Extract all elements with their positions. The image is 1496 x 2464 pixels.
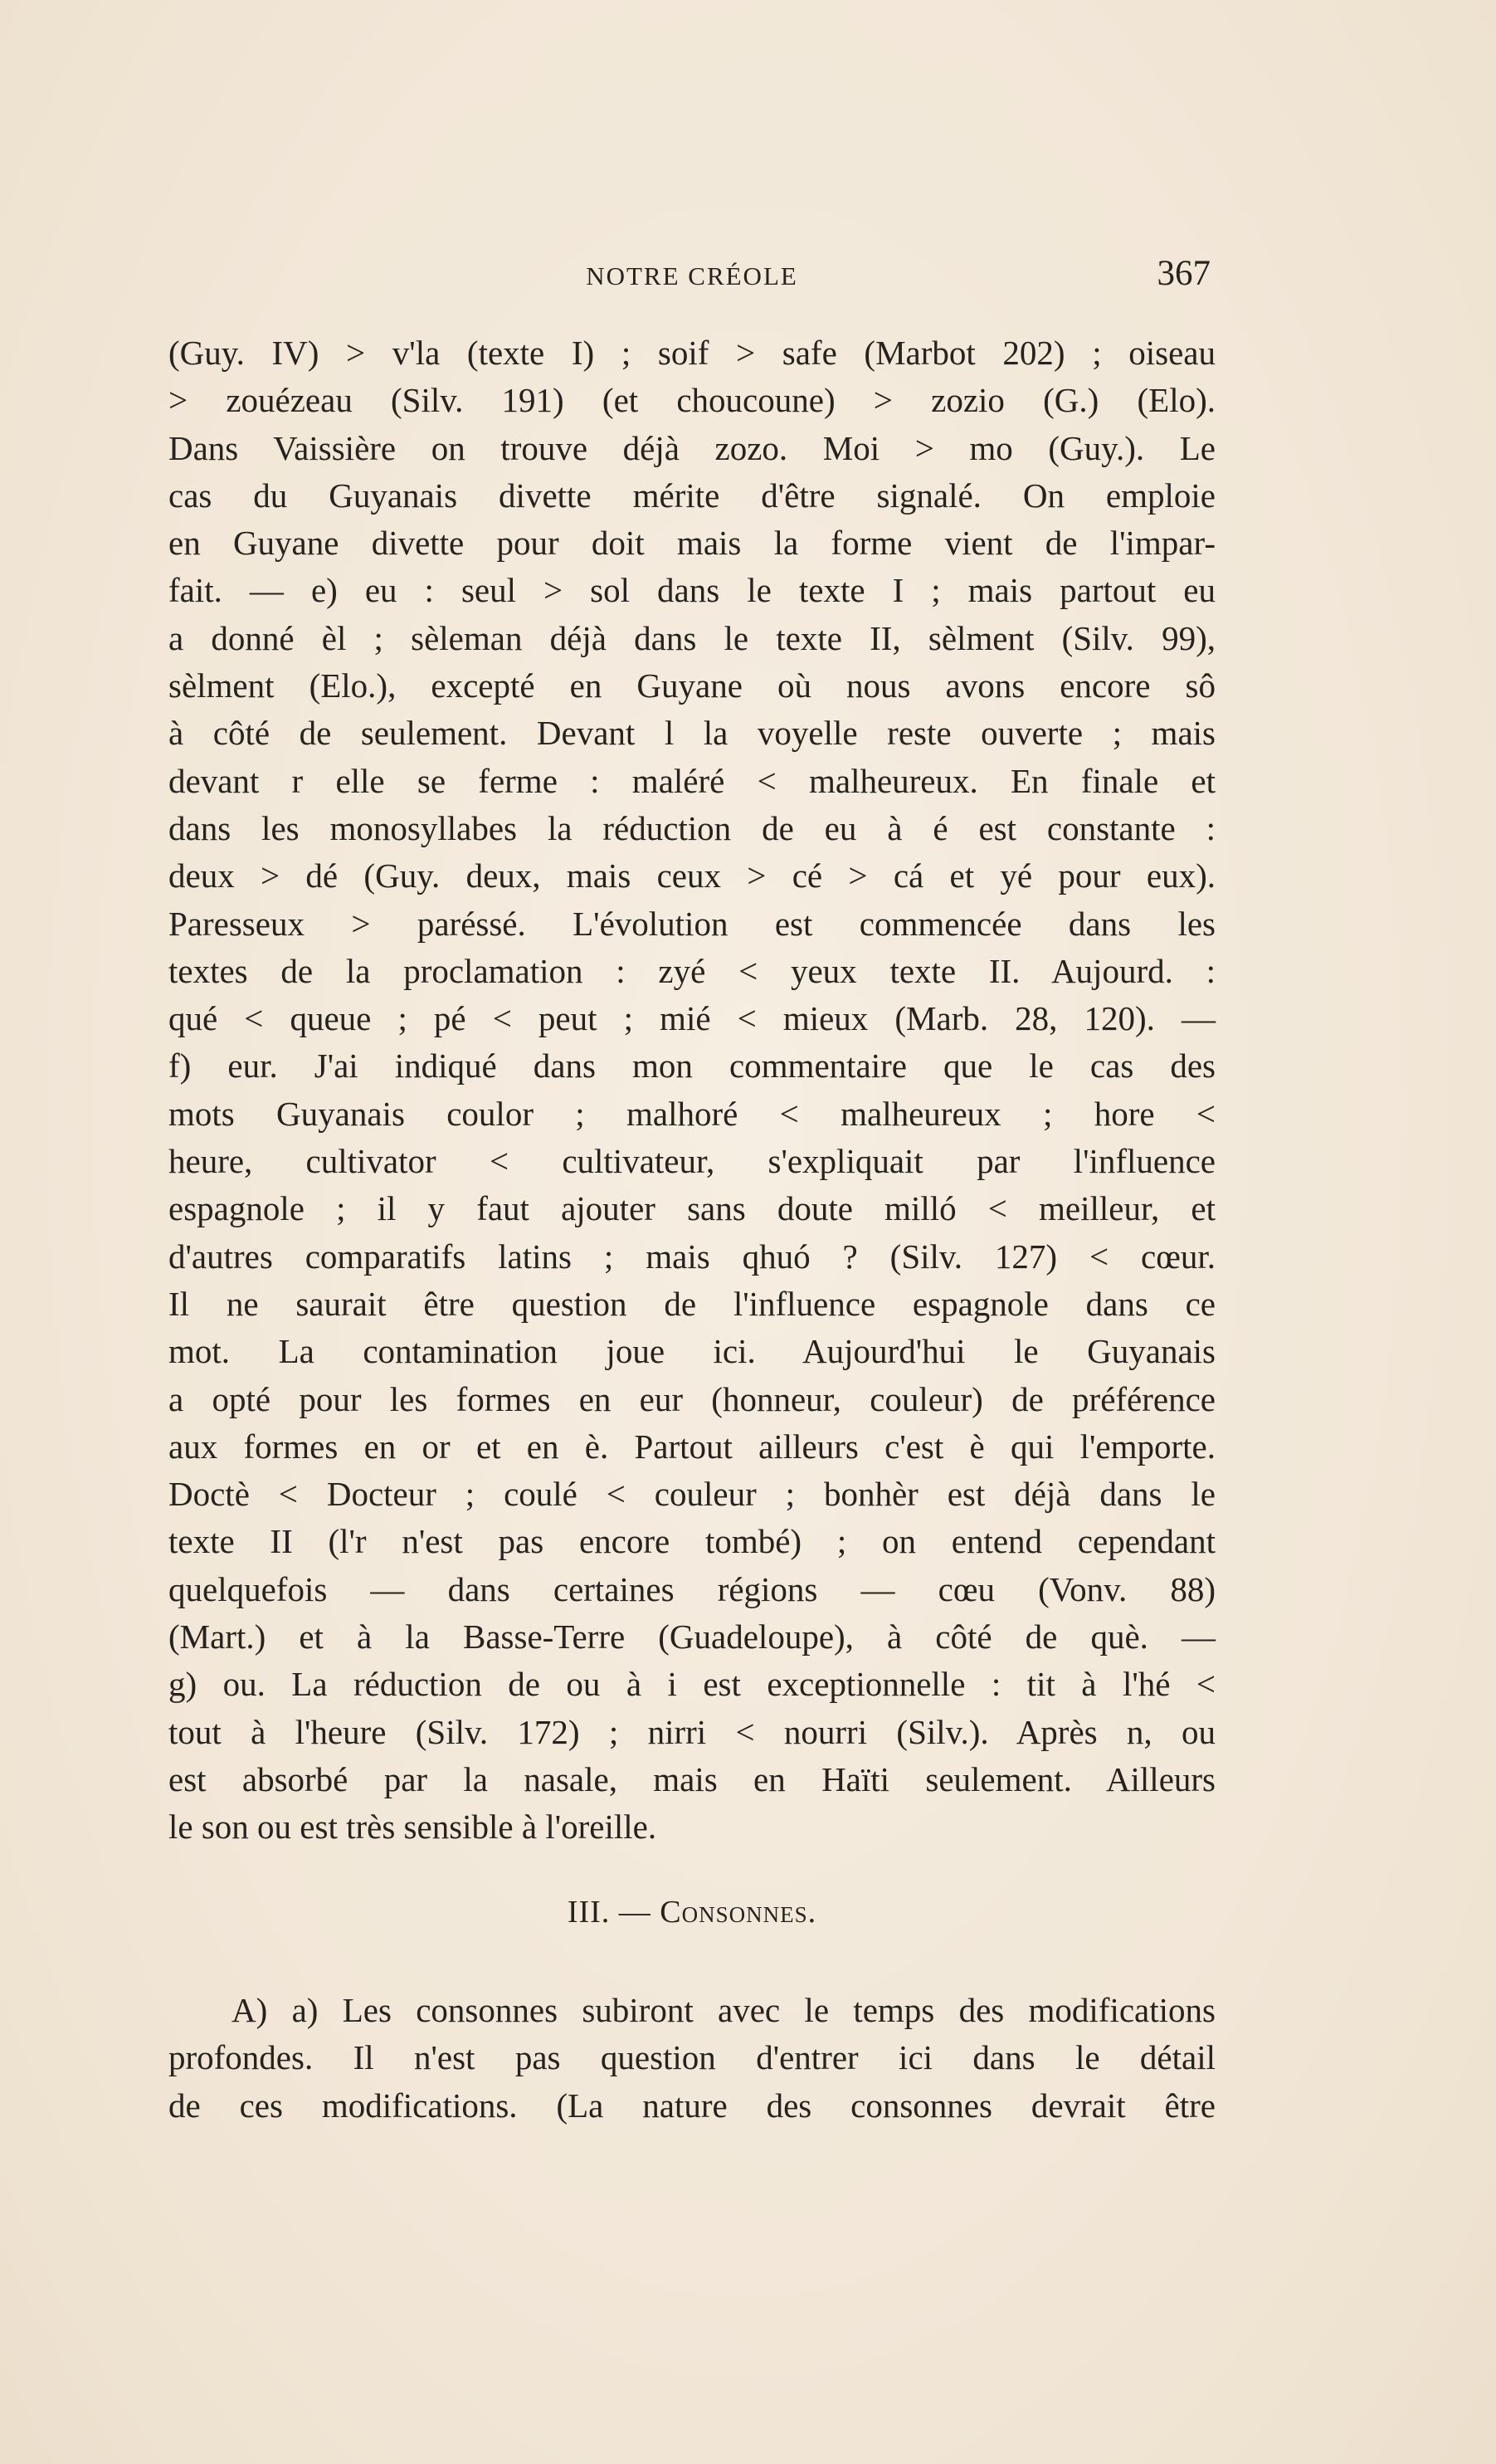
section-heading-text: III. — Consonnes. [567,1895,817,1930]
section-heading [168,1894,1216,1930]
text-line: (Mart.) et à la Basse-Terre (Guadeloupe), à côté de què. — [168,1617,1216,1656]
text-line: Paresseux > paréssé. L'évolution est commencée dans les [168,904,1216,943]
text-line: Doctè < Docteur ; coulé < couleur ; bonhèr est déjà dans le [168,1475,1216,1514]
text-line: cas du Guyanais divette mérite d'être signalé. On emploie [168,476,1216,515]
text-line: profondes. Il n'est pas question d'entrer ici dans le détail [168,2038,1216,2077]
text-line: dans les monosyllabes la réduction de eu à é est constante : [168,808,1216,847]
text-line: est absorbé par la nasale, mais en Haïti seulement. Ailleurs [168,1759,1216,1798]
text-line: tout à l'heure (Silv. 172) ; nirri < nourri (Silv.). Après n, ou [168,1712,1216,1751]
text-line: Dans Vaissière on trouve déjà zozo. Moi > mo (Guy.). Le [168,428,1216,467]
text-line: a opté pour les formes en eur (honneur, couleur) de préférence [168,1379,1216,1418]
text-line: en Guyane divette pour doit mais la forme vient de l'impar- [168,524,1216,563]
text-line: espagnole ; il y faut ajouter sans doute milló < meilleur, et [168,1189,1216,1228]
text-line: textes de la proclamation : zyé < yeux texte II. Aujourd. : [168,951,1216,990]
text-line: deux > dé (Guy. deux, mais ceux > cé > cá et yé pour eux). [168,856,1216,895]
text-line: sèlment (Elo.), excepté en Guyane où nous avons encore sô [168,666,1216,705]
text-line: fait. — e) eu : seul > sol dans le texte I ; mais partout eu [168,571,1216,610]
text-line: quelquefois — dans certaines régions — cœu (Vonv. 88) [168,1569,1216,1608]
page-number: 367 [1157,254,1211,293]
text-line: devant r elle se ferme : maléré < malheureux. En finale et [168,761,1216,800]
text-line: > zouézeau (Silv. 191) (et choucoune) > zozio (G.) (Elo). [168,381,1216,420]
running-head: NOTRE CRÉOLE [586,261,798,290]
text-line: le son ou est très sensible à l'oreille. [168,1808,657,1847]
text-line: texte II (l'r n'est pas encore tombé) ; on entend cependant [168,1522,1216,1561]
text-line: f) eur. J'ai indiqué dans mon commentaire que le cas des [168,1047,1216,1086]
text-line: heure, cultivator < cultivateur, s'expliquait par l'influence [168,1142,1216,1181]
text-line: mot. La contamination joue ici. Aujourd'hui le Guyanais [168,1332,1216,1371]
text-line: a donné èl ; sèleman déjà dans le texte II, sèlment (Silv. 99), [168,618,1216,657]
page-header [168,253,1216,303]
paragraph-vowels [168,329,1216,1852]
text-line: qué < queue ; pé < peut ; mié < mieux (Marb. 28, 120). — [168,999,1216,1038]
text-line: d'autres comparatifs latins ; mais qhuó ? (Silv. 127) < cœur. [168,1237,1216,1276]
text-line: mots Guyanais coulor ; malhoré < malheureux ; hore < [168,1094,1216,1133]
text-line: g) ou. La réduction de ou à i est exceptionnelle : tit à l'hé < [168,1665,1216,1704]
text-line: de ces modifications. (La nature des consonnes devrait être [168,2086,1216,2125]
paragraph-consonants [168,1987,1216,2130]
text-line: à côté de seulement. Devant l la voyelle reste ouverte ; mais [168,714,1216,753]
text-line: A) a) Les consonnes subiront avec le temps des modifications [231,1991,1216,2029]
text-line: aux formes en or et en è. Partout ailleurs c'est è qui l'emporte. [168,1427,1216,1466]
text-line: Il ne saurait être question de l'influence espagnole dans ce [168,1284,1216,1323]
text-line: (Guy. IV) > v'la (texte I) ; soif > safe (Marbot 202) ; oiseau [168,334,1216,372]
